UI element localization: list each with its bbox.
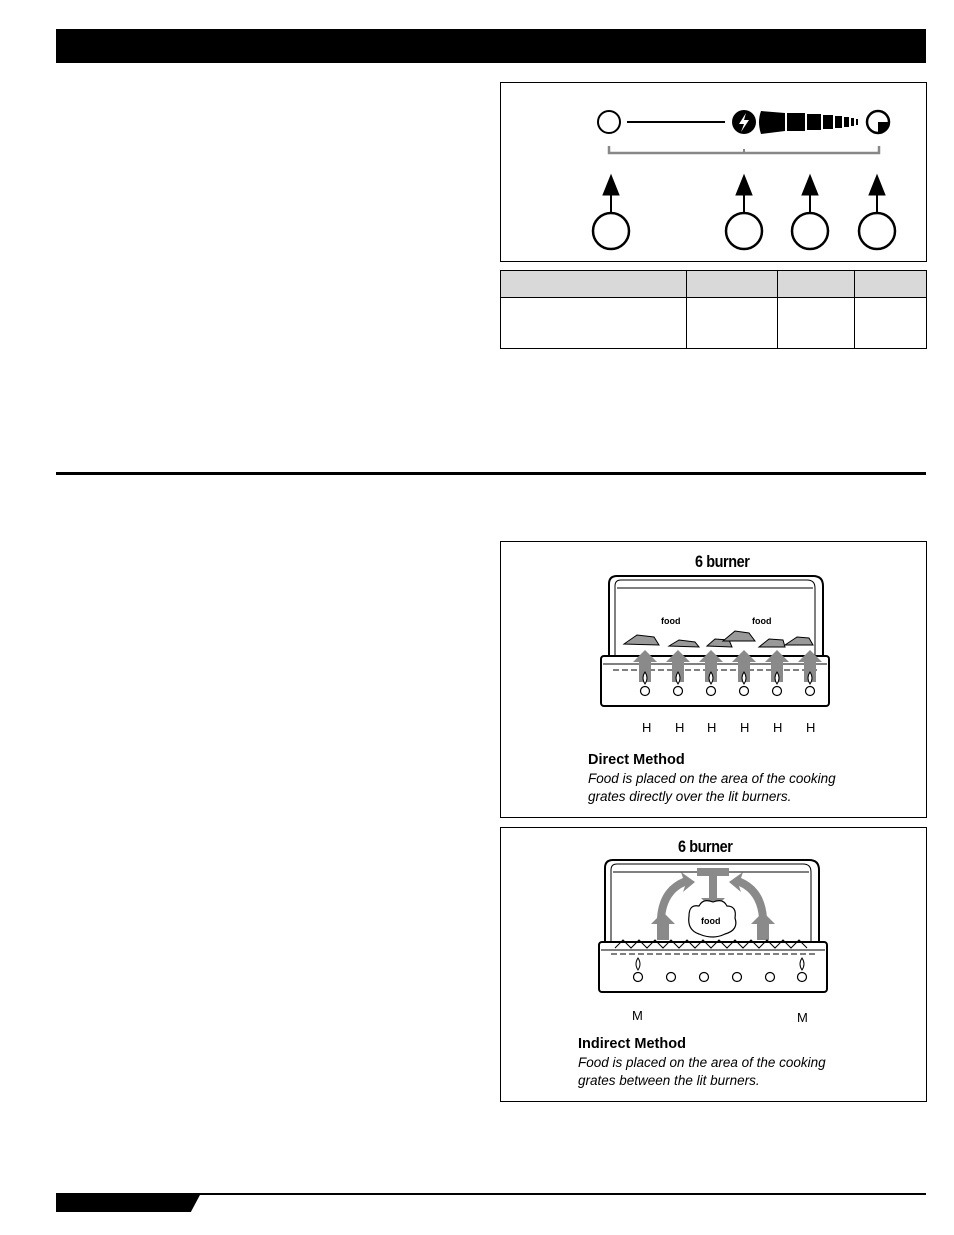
grill-direct-illustration: [599, 574, 831, 709]
food-label: food: [661, 616, 681, 626]
food-label: food: [752, 616, 772, 626]
burner-setting-label: H: [773, 720, 783, 735]
direct-method-figure: [500, 541, 927, 818]
table-cell: [778, 298, 855, 349]
burner-setting-label: H: [740, 720, 750, 735]
indirect-method-figure: [500, 827, 927, 1102]
burner-setting-label: H: [675, 720, 685, 735]
method-description: Food is placed on the area of the cooking grates directly over the lit burners.: [588, 771, 836, 804]
knob-diagram: [500, 82, 927, 262]
settings-table: [500, 270, 927, 349]
figure-title: 6 burner: [695, 552, 750, 571]
burner-setting-label: M: [797, 1010, 808, 1025]
burner-setting-label: M: [632, 1008, 643, 1023]
table-header-row: [501, 271, 927, 298]
callout-circle: [792, 213, 828, 249]
burner-setting-label: H: [707, 720, 717, 735]
table-header-cell: [687, 271, 778, 298]
pointer-arrows: [603, 175, 885, 212]
header-bar: [56, 29, 926, 63]
flame-scale-icon: [759, 111, 785, 134]
callout-circle: [859, 213, 895, 249]
table-header-cell: [501, 271, 687, 298]
table-header-cell: [855, 271, 927, 298]
burner-setting-label: H: [806, 720, 816, 735]
section-divider: [56, 472, 926, 475]
table-cell: [687, 298, 778, 349]
callout-circle: [593, 213, 629, 249]
table-cell: [855, 298, 927, 349]
callout-circle: [726, 213, 762, 249]
figure-title: 6 burner: [678, 837, 733, 856]
table-header-cell: [778, 271, 855, 298]
table-row: [501, 298, 927, 349]
off-position-icon: [598, 111, 620, 133]
method-title: Indirect Method: [578, 1036, 686, 1052]
knob-scale-graphic: [501, 83, 925, 260]
method-description: Food is placed on the area of the cooking grates between the lit burners.: [578, 1055, 826, 1088]
grill-indirect-illustration: [597, 858, 829, 996]
food-label: food: [701, 916, 721, 926]
table-cell: [501, 298, 687, 349]
burner-setting-label: H: [642, 720, 652, 735]
method-title: Direct Method: [588, 752, 685, 768]
footer-tab: [56, 1193, 201, 1212]
